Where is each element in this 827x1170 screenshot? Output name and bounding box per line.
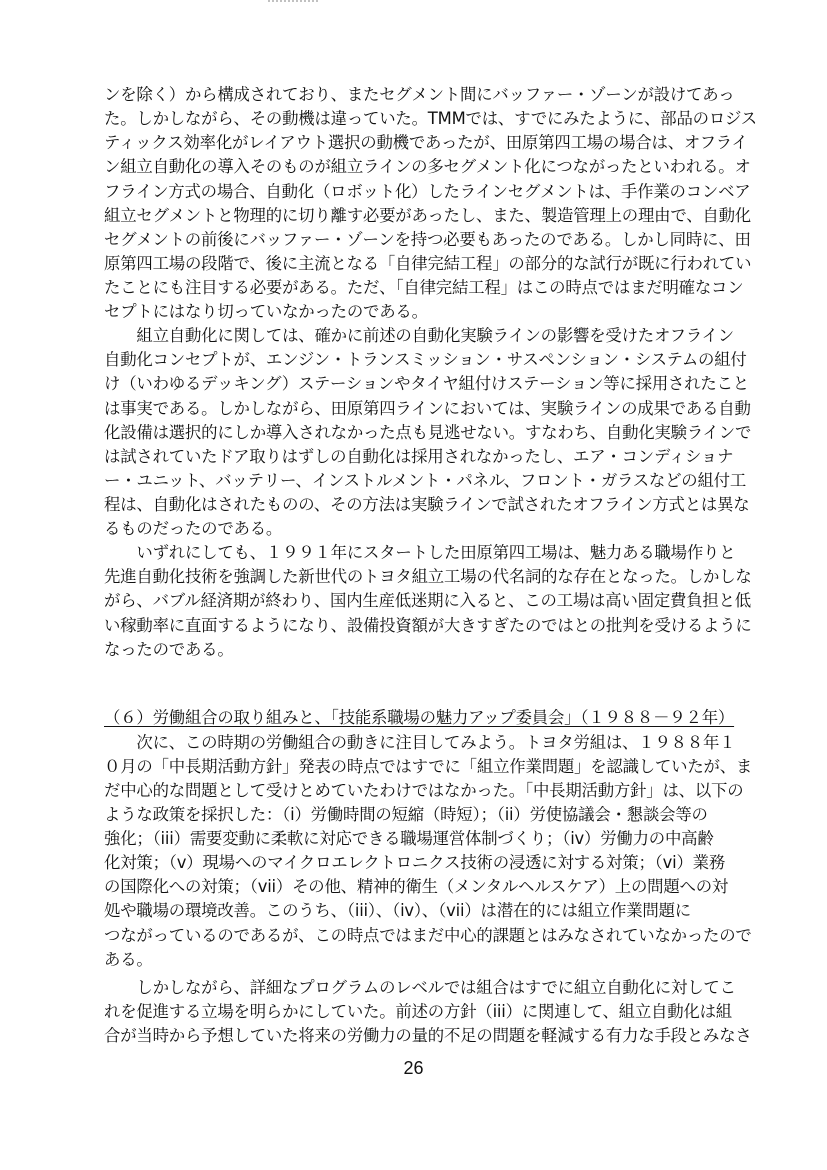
text-line: フライン方式の場合、自動化（ロボット化）したラインセグメントは、手作業のコンベア — [104, 182, 751, 201]
text-line: ある。 — [104, 950, 153, 969]
text-line: たことにも注目する必要がある。ただ、「自律完結工程」はこの時点ではまだ明確なコン — [104, 278, 744, 297]
text-line: つながっているのであるが、この時点ではまだ中心的課題とはみなされていなかったので — [104, 926, 752, 945]
text-line: 処や職場の環境改善。このうち、（iii）、（iv）、（vii）は潜在的には組立作業問題に — [104, 901, 691, 920]
text-line: 強化；（iii）需要変動に柔軟に対応できる職場運営体制づくり；（iv）労働力の中高齢 — [104, 829, 714, 848]
text-line: け（いわゆるデッキング）ステーションやタイヤ組付けステーション等に採用されたこと — [104, 374, 749, 393]
text-line: セグメントの前後にバッファー・ゾーンを持つ必要もあったのである。しかし同時に、田 — [104, 230, 751, 249]
text-line: た。しかしながら、その動機は違っていた。TMMでは、すでにみたように、部品のロジス — [104, 109, 757, 128]
text-line: ０月の「中長期活動方針」発表の時点ではすでに「組立作業問題」を認識していたが、ま — [104, 757, 753, 776]
text-line: 化対策；（v）現場へのマイクロエレクトロニクス技術の浸透に対する対策；（vi）業務 — [104, 853, 726, 872]
text-line: ー・ユニット、バッテリー、インストルメント・パネル、フロント・ガラスなどの組付工 — [104, 471, 747, 490]
scan-mark — [268, 0, 318, 7]
text-line: 先進自動化技術を強調した新世代のトヨタ組立工場の代名詞的な存在となった。しかしな — [104, 567, 752, 586]
text-line: 組立セグメントと物理的に切り離す必要があったし、また、製造管理上の理由で、自動化 — [104, 206, 751, 225]
text-line: ンを除く）から構成されており、またセグメント間にバッファー・ゾーンが設けてあっ — [104, 85, 735, 104]
text-line: いずれにしても、１９９１年にスタートした田原第四工場は、魅力ある職場作りと — [104, 543, 736, 562]
text-line: い稼動率に直面するようになり、設備投資額が大きすぎたのではとの批判を受けるように — [104, 616, 752, 635]
text-line: しかしながら、詳細なプログラムのレベルでは組合はすでに組立自動化に対してこ — [104, 978, 736, 997]
text-line: 原第四工場の段階で、後に主流となる「自律完結工程」の部分的な試行が既に行われてい — [104, 254, 752, 273]
text-line: ティックス効率化がレイアウト選択の動機であったが、田原第四工場の場合は、オフライ — [104, 133, 748, 152]
text-line: ような政策を採択した：（i）労働時間の短縮（時短）；（ii）労使協議会・懇談会等の — [104, 805, 708, 824]
text-line: 次に、この時期の労働組合の動きに注目してみよう。トヨタ労組は、１９８８年１ — [104, 733, 736, 752]
text-line: 合が当時から予想していた将来の労働力の量的不足の問題を軽減する有力な手段とみなさ — [104, 1026, 752, 1045]
text-line: セプトにはなり切っていなかったのである。 — [104, 302, 428, 321]
text-line: 自動化コンセプトが、エンジン・トランスミッション・サスペンション・システムの組付 — [104, 350, 747, 369]
text-line: なったのである。 — [104, 640, 234, 659]
text-line: は事実である。しかしながら、田原第四ラインにおいては、実験ラインの成果である自動 — [104, 399, 751, 418]
text-line: は試されていたドア取りはずしの自動化は採用されなかったし、エア・コンディショナ — [104, 447, 734, 466]
text-line: がら、バブル経済期が終わり、国内生産低迷期に入ると、この工場は高い固定費負担と低 — [104, 591, 751, 610]
text-line: の国際化への対策；（vii）その他、精神的衛生（メンタルヘルスケア）上の問題への対 — [104, 877, 729, 896]
text-line: るものだったのである。 — [104, 519, 283, 538]
text-line: れを促進する立場を明らかにしていた。前述の方針（iii）に関連して、組立自動化は組 — [104, 1002, 732, 1021]
text-line: 程は、自動化はされたものの、その方法は実験ラインで試されたオフライン方式とは異な — [104, 495, 750, 514]
text-line: 組立自動化に関しては、確かに前述の自動化実験ラインの影響を受けたオフライン — [104, 326, 734, 345]
text-line: だ中心的な問題として受けとめていたわけではなかった。「中長期活動方針」は、以下の — [104, 781, 744, 800]
text-line: ン組立自動化の導入そのものが組立ラインの多セグメント化につながったといわれる。オ — [104, 157, 751, 176]
text-line: 化設備は選択的にしか導入されなかった点も見逃せない。すなわち、自動化実験ラインで — [104, 423, 752, 442]
page-number: 26 — [403, 1058, 424, 1078]
section-heading: （６）労働組合の取り組みと、「技能系職場の魅力アップ委員会」（１９８８－９２年） — [104, 708, 735, 727]
